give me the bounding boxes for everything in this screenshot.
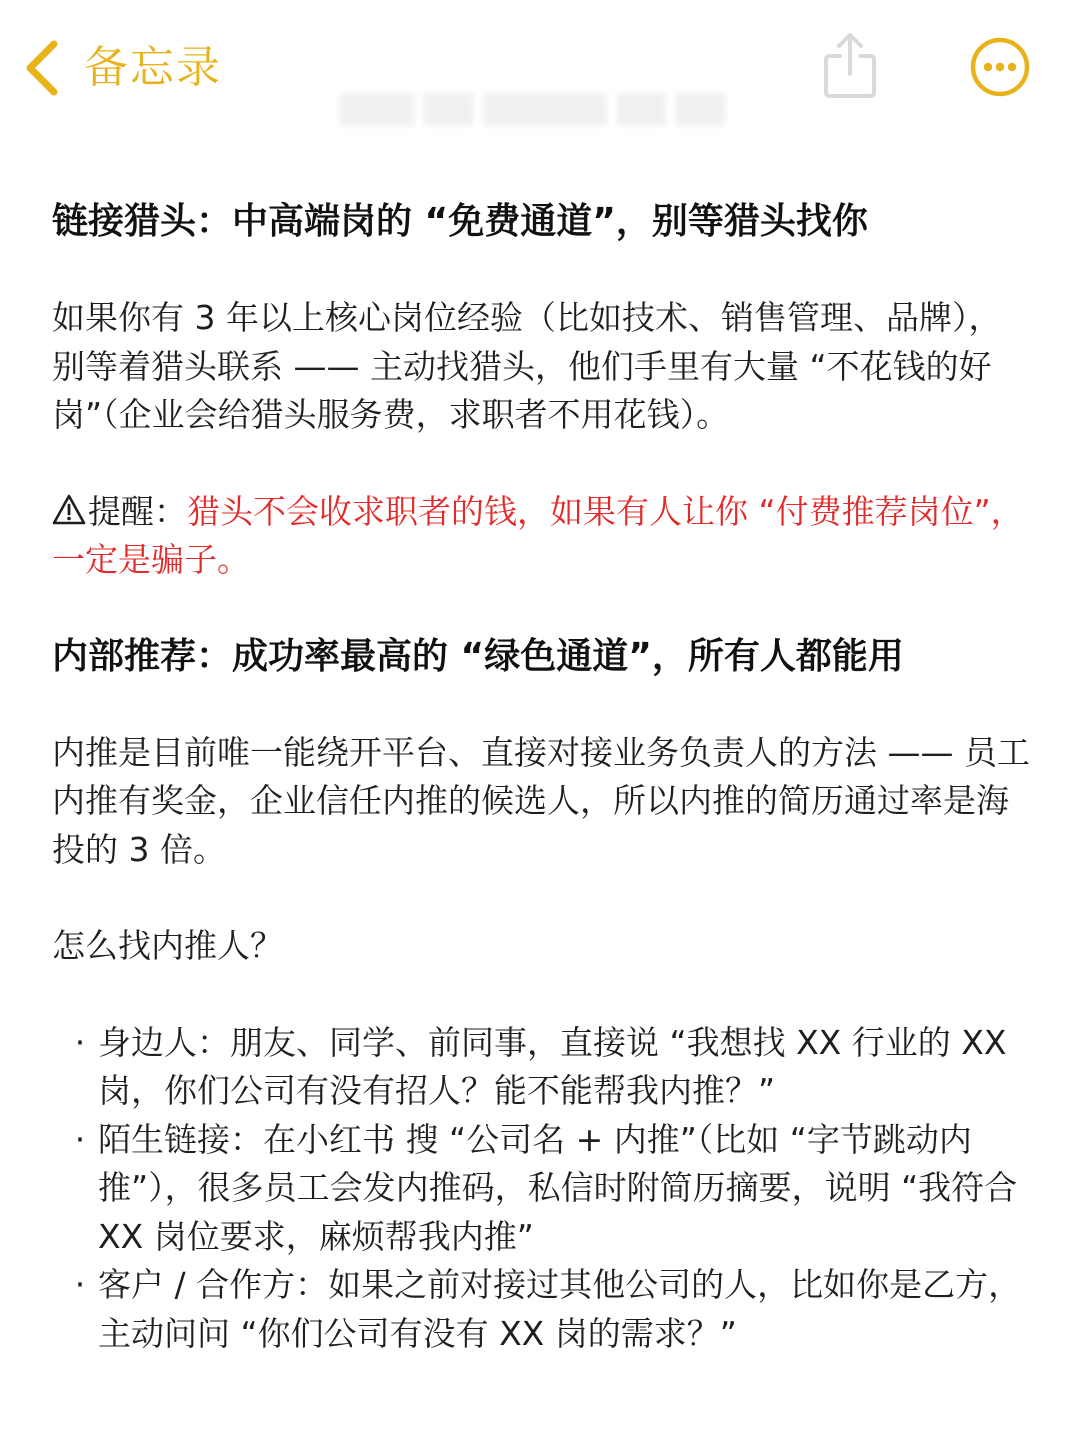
chevron-left-icon bbox=[22, 38, 62, 98]
paragraph-headhunter: 如果你有 3 年以上核心岗位经验（比如技术、销售管理、品牌），别等着猎头联系 —— 主动找猎头，他们手里有大量 “不花钱的好岗”（企业会给猎头服务费，求职者不用花钱）。 bbox=[52, 298, 1002, 434]
section-heading-headhunter: 链接猎头：中高端岗的 “免费通道”，别等猎头找你 bbox=[52, 201, 868, 242]
referral-source-list bbox=[70, 1019, 1032, 1359]
list-item-text: 客户 / 合作方：如果之前对接过其他公司的人，比如你是乙方，主动问问 “你们公司有没有 XX 岗的需求？” bbox=[98, 1265, 1022, 1353]
more-icon bbox=[970, 37, 1030, 97]
list-item bbox=[70, 1019, 1032, 1116]
paragraph-referral: 内推是目前唯一能绕开平台、直接对接业务负责人的方法 —— 员工内推有奖金，企业信任内推的候选人，所以内推的简历通过率是海投的 3 倍。 bbox=[52, 732, 1030, 869]
more-options-button[interactable] bbox=[970, 37, 1030, 97]
share-button[interactable] bbox=[820, 30, 880, 100]
note-body[interactable] bbox=[52, 196, 1032, 1358]
question-line: 怎么找内推人？ bbox=[52, 926, 283, 965]
warning-label: 提醒： bbox=[88, 491, 187, 531]
list-item-text: 陌生链接：在小红书 搜 “公司名 + 内推”（比如 “字节跳动内推”），很多员工会发内推码，私信时附简历摘要，说明 “我符合 XX 岗位要求，麻烦帮我内推” bbox=[98, 1119, 1018, 1256]
back-button[interactable] bbox=[22, 36, 222, 100]
back-button-label: 备忘录 bbox=[84, 42, 222, 93]
share-icon bbox=[820, 30, 880, 100]
scrolled-title-ghost: ▇▇▇ ▇▇ ▇▇▇▇▇ ▇▇ ▇▇ bbox=[340, 88, 726, 126]
bullet-marker: · bbox=[74, 1119, 86, 1159]
list-item bbox=[70, 1261, 1032, 1358]
warning-text: 猎头不会收求职者的钱，如果有人让你 “付费推荐岗位”，一定是骗子。 bbox=[52, 491, 1024, 579]
warning-icon bbox=[52, 493, 86, 527]
bullet-marker: · bbox=[74, 1265, 86, 1304]
warning-note bbox=[52, 488, 1032, 585]
bullet-marker: · bbox=[74, 1022, 86, 1062]
navigation-bar bbox=[0, 0, 1080, 150]
list-item bbox=[70, 1116, 1032, 1262]
list-item-text: 身边人：朋友、同学、前同事，直接说 “我想找 XX 行业的 XX 岗，你们公司有没有招人？能不能帮我内推？” bbox=[98, 1022, 1007, 1110]
section-heading-referral: 内部推荐：成功率最高的 “绿色通道”，所有人都能用 bbox=[52, 635, 904, 677]
